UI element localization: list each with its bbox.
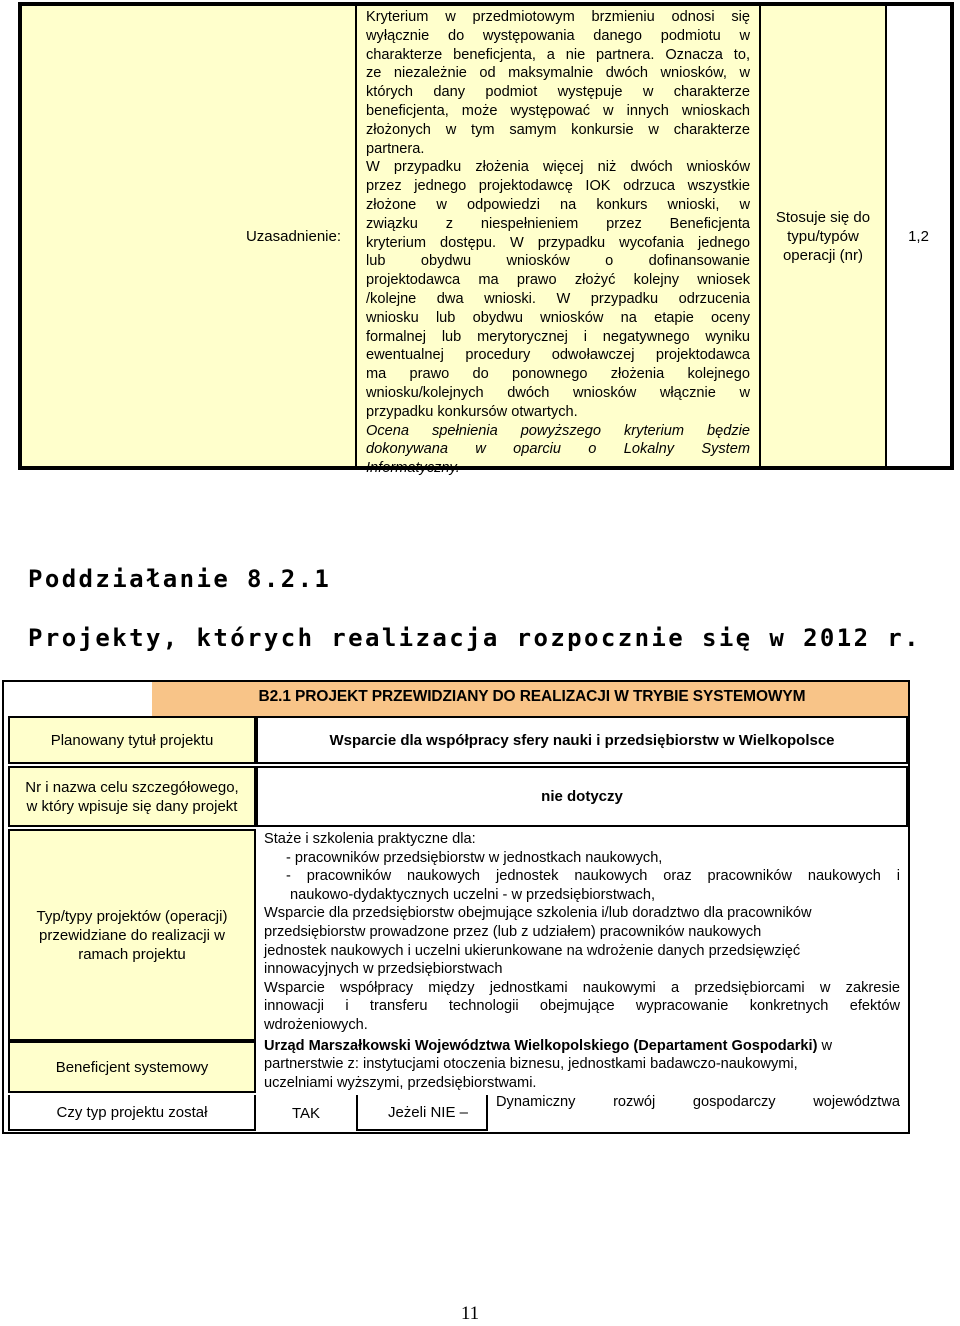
section-heading: Poddziałanie 8.2.1 — [28, 565, 332, 593]
beneficiary-tail: w — [817, 1037, 833, 1054]
justification-label: Uzasadnienie: — [245, 227, 341, 245]
types-line: jednostek naukowych i uczelni ukierunkowane na wdrożenie danych przedsięwzięć — [264, 942, 801, 959]
para1-line: beneficjenta, może występować w innych wnioskach — [366, 102, 750, 119]
beneficiary-line — [264, 1037, 900, 1056]
applies-to-line: Stosuje się do — [775, 208, 871, 226]
types-label-line: ramach projektu — [78, 945, 186, 963]
if-no-value: Dynamiczny rozwój gospodarczy województwa — [496, 1094, 900, 1110]
types-line: - pracowników przedsiębiorstw w jednostkach naukowych, — [286, 849, 663, 866]
para2-line: W przypadku złożenia więcej niż dwóch wniosków — [366, 159, 750, 176]
types-text — [256, 830, 908, 1122]
para2-line: wniosku lub obydwu wniosków na etapie oceny — [366, 309, 750, 326]
types-line: przedsiębiorstw prowadzone przez (lub z udziałem) pracowników naukowych — [264, 923, 762, 940]
criteria-table — [18, 2, 954, 477]
types-label-line: przewidziane do realizacji w — [39, 926, 225, 944]
para1-line: złożonych w tym samym konkursie w charakterze — [366, 121, 750, 138]
types-line: Wsparcie dla przedsiębiorstw obejmujące szkolenia i/lub doradztwo dla pracowników — [264, 905, 812, 922]
section-subheading: Projekty, których realizacja rozpocznie się w 2012 r. — [28, 624, 922, 652]
if-no-cell — [356, 1095, 488, 1131]
para1-line: których dany podmiot występuje w charakterze — [366, 84, 750, 101]
title-value-cell — [256, 716, 908, 764]
applies-value: 1,2 — [908, 227, 929, 245]
typ-label-cell — [8, 1095, 256, 1131]
applies-value-cell — [887, 4, 952, 468]
para1-line: partnera. — [366, 140, 425, 157]
yes-cell — [256, 1095, 356, 1131]
justification-text-cell — [357, 4, 761, 477]
types-line: Staże i szkolenia praktyczne dla: — [264, 831, 476, 847]
para2-line: ewentualnej procedury odwoławczej projektodawca — [366, 347, 750, 364]
para2-line: formalnej lub merytorycznej i negatywnego wyniku — [366, 328, 750, 345]
title-value: Wsparcie dla współpracy sfery nauki i przedsiębiorstw w Wielkopolsce — [329, 731, 835, 749]
types-line: Wsparcie współpracy między jednostkami naukowymi a przedsiębiorcami w zakresie — [264, 979, 900, 996]
beneficiary-line: uczelniami wyższymi, przedsiębiorstwami. — [264, 1074, 537, 1091]
para2-line: wniosku/kolejnych dwóch wniosków włącznie w — [366, 384, 750, 401]
para2-line: przez jednego projektodawcę IOK odrzuca wszystkie — [366, 178, 750, 195]
italic-line: dokonywana w oparciu o Lokalny System — [366, 441, 750, 458]
page-number: 11 — [460, 1303, 480, 1324]
para2-line: kryterium dostępu. W przypadku wycofania jednego — [366, 234, 750, 251]
applies-to-line: typu/typów — [787, 227, 859, 245]
para1-line: Kryterium w przedmiotowym brzmieniu odnosi się — [366, 9, 750, 25]
typ-label: Czy typ projektu został — [56, 1103, 208, 1121]
para2-line: przypadku konkursów otwartych. — [366, 403, 578, 420]
para1-line: ze niezależnie od maksymalnie dwóch wniosków, w — [366, 65, 750, 82]
title-label-cell — [8, 716, 256, 764]
project-table — [2, 680, 910, 1134]
types-label-cell — [8, 829, 256, 1041]
para2-line: złożone w odpowiedzi na konkurs wnioski, w — [366, 196, 750, 213]
yes-label: TAK — [291, 1104, 321, 1122]
types-label-line: Typ/typy projektów (operacji) — [36, 907, 228, 925]
goal-label-line: w który wpisuje się dany projekt — [26, 797, 238, 815]
types-line: innowacyjnych w przedsiębiorstwach — [264, 961, 503, 978]
if-no-label: Jeżeli NIE – — [387, 1103, 468, 1121]
para2-line: /kolejne dwa wnioski. W przypadku odrzucenia — [366, 290, 750, 307]
types-line: - pracowników naukowych jednostek naukowych oraz pracowników naukowych i — [286, 868, 900, 885]
project-table-header: B2.1 PROJEKT PRZEWIDZIANY DO REALIZACJI W TRYBIE SYSTEMOWYM — [258, 688, 806, 705]
para2-line: ma prawo do ponownego złożenia kolejnego — [366, 366, 750, 383]
para1-line: charakterze beneficjenta, a nie partnera. Oznacza to, — [366, 46, 750, 63]
types-line: wdrożeniowych. — [264, 1016, 368, 1033]
applies-to-cell — [761, 4, 887, 468]
goal-value-cell — [256, 766, 908, 827]
para2-line: związku z niespełnieniem przez Beneficjenta — [366, 215, 750, 232]
goal-label-cell — [8, 766, 256, 827]
goal-label-line: Nr i nazwa celu szczegółowego, — [25, 778, 239, 796]
beneficiary-label: Beneficjent systemowy — [55, 1058, 209, 1076]
para2-line: lub obydwu wniosków o dofinansowanie — [366, 253, 750, 270]
types-line: naukowo-dydaktycznych uczelni - w przedsiębiorstwach, — [290, 886, 656, 903]
beneficiary-line: partnerstwie z: instytucjami otoczenia biznesu, jednostkami badawczo-naukowymi, — [264, 1056, 798, 1073]
goal-value: nie dotyczy — [541, 788, 623, 805]
title-label: Planowany tytuł projektu — [50, 731, 214, 749]
beneficiary-name: Urząd Marszałkowski Województwa Wielkopolskiego (Departament Gospodarki) — [264, 1037, 818, 1054]
beneficiary-label-cell — [8, 1041, 256, 1093]
applies-to-line: operacji (nr) — [782, 246, 863, 264]
types-line: innowacji i transferu technologii obejmujące wypracowanie konkretnych efektów — [264, 998, 900, 1015]
para1-line: wyłącznie do występowania danego podmiotu w — [366, 27, 750, 44]
para2-line: projektodawca ma prawo złożyć kolejny wniosek — [366, 272, 750, 289]
justification-label-cell — [20, 4, 357, 468]
italic-line: Informatyczny. — [366, 460, 460, 477]
italic-line: Ocena spełnienia powyższego kryterium będzie — [366, 422, 750, 439]
